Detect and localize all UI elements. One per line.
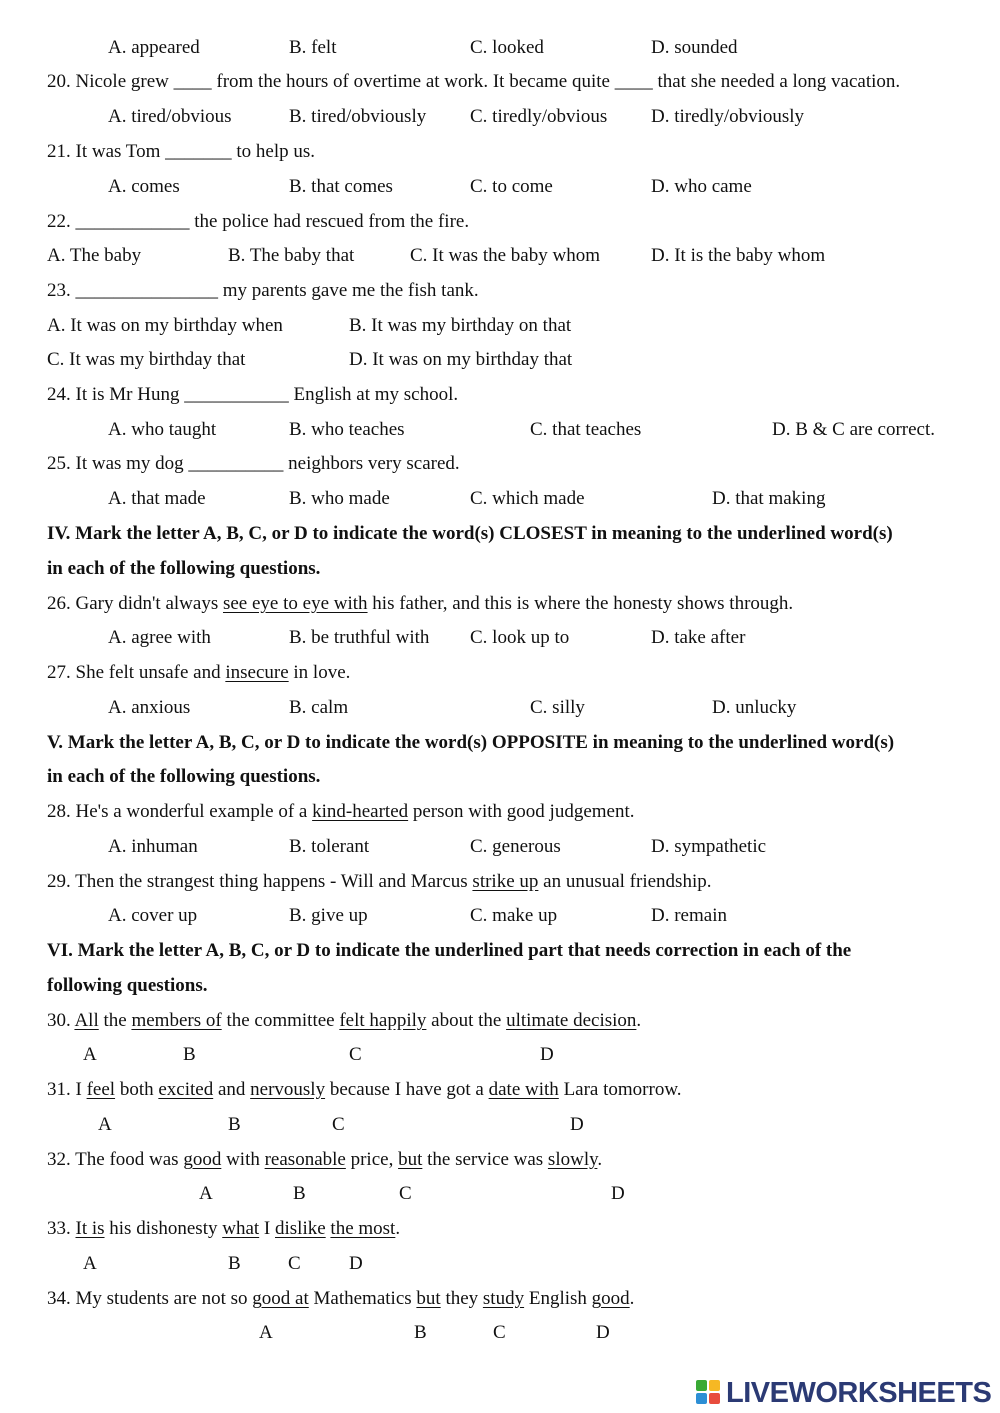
q25-option-c: C. which made (470, 488, 585, 509)
q24-stem: 24. It is Mr Hung ___________ English at my school. (47, 384, 459, 405)
section-v-heading-cont: in each of the following questions. (47, 766, 321, 787)
q29-underlined: strike up (472, 871, 539, 892)
q22-stem: 22. ____________ the police had rescued from the fire. (47, 211, 470, 232)
q33-part-a: It is (75, 1218, 105, 1239)
q27-option-d: D. unlucky (712, 697, 797, 718)
q28-underlined: kind-hearted (312, 801, 409, 822)
q32-sentence: 32. The food was good with reasonable price, but the service was slowly. (47, 1149, 603, 1170)
q32-part-c: but (398, 1149, 423, 1170)
q31-letter-c: C (332, 1114, 345, 1135)
q23-option-d: D. It was on my birthday that (349, 349, 573, 370)
q24-option-d: D. B & C are correct. (772, 419, 936, 440)
q28-option-d: D. sympathetic (651, 836, 767, 857)
q33-letter-a: A (83, 1253, 97, 1274)
q31-letter-a: A (98, 1114, 112, 1135)
q30-letter-c: C (349, 1044, 362, 1065)
q21-option-a: A. comes (108, 176, 180, 197)
q24-option-b: B. who teaches (289, 419, 405, 440)
q23-stem: 23. _______________ my parents gave me the fish tank. (47, 280, 479, 301)
q23-option-a: A. It was on my birthday when (47, 315, 283, 336)
q30-part-d: ultimate decision (506, 1010, 637, 1031)
q34-part-b: but (416, 1288, 441, 1309)
q34-letter-a: A (259, 1322, 273, 1343)
q26-option-b: B. be truthful with (289, 627, 430, 648)
q26-option-c: C. look up to (470, 627, 570, 648)
q26-underlined: see eye to eye with (222, 593, 368, 614)
q20-option-d: D. tiredly/obviously (651, 106, 805, 127)
q24-option-c: C. that teaches (530, 419, 642, 440)
q29-stem: 29. Then the strangest thing happens - Will and Marcus strike up an unusual friendship. (47, 871, 712, 892)
q27-stem: 27. She felt unsafe and insecure in love. (47, 662, 351, 683)
q33-part-b: what (222, 1218, 260, 1239)
q28-option-a: A. inhuman (108, 836, 198, 857)
q19-option-b: B. felt (289, 37, 337, 58)
logo-text: LIVEWORKSHEETS (726, 1376, 992, 1409)
q34-letter-c: C (493, 1322, 506, 1343)
q31-sentence: 31. I feel both excited and nervously because I have got a date with Lara tomorrow. (47, 1079, 682, 1100)
q32-part-d: slowly (547, 1149, 598, 1170)
q25-option-d: D. that making (712, 488, 826, 509)
q19-option-a: A. appeared (108, 37, 200, 58)
q25-option-b: B. who made (289, 488, 390, 509)
q23-option-c: C. It was my birthday that (47, 349, 246, 370)
q30-part-c: felt happily (339, 1010, 427, 1031)
q28-option-b: B. tolerant (289, 836, 370, 857)
q23-option-b: B. It was my birthday on that (349, 315, 572, 336)
q27-option-c: C. silly (530, 697, 585, 718)
q31-part-a: feel (86, 1079, 116, 1100)
q32-letter-d: D (611, 1183, 625, 1204)
q30-sentence: 30. All the members of the committee felt happily about the ultimate decision. (47, 1010, 642, 1031)
q20-option-a: A. tired/obvious (108, 106, 232, 127)
q20-stem: 20. Nicole grew ____ from the hours of overtime at work. It became quite ____ that she needed a long vacation. (47, 71, 901, 92)
section-v-heading: V. Mark the letter A, B, C, or D to indicate the word(s) OPPOSITE in meaning to the underlined word(s) (47, 732, 895, 753)
section-vi-heading-cont: following questions. (47, 975, 208, 996)
q33-part-d: the most (330, 1218, 396, 1239)
q28-option-c: C. generous (470, 836, 561, 857)
q26-option-d: D. take after (651, 627, 746, 648)
q29-option-b: B. give up (289, 905, 368, 926)
q32-part-b: reasonable (264, 1149, 346, 1170)
q22-option-a: A. The baby (47, 245, 142, 266)
q32-part-a: good (183, 1149, 222, 1170)
q31-letter-b: B (228, 1114, 241, 1135)
q32-letter-b: B (293, 1183, 306, 1204)
q22-option-d: D. It is the baby whom (651, 245, 826, 266)
q27-option-a: A. anxious (108, 697, 191, 718)
q30-letter-d: D (540, 1044, 554, 1065)
q22-option-b: B. The baby that (228, 245, 355, 266)
q30-part-b: members of (131, 1010, 222, 1031)
q34-sentence: 34. My students are not so good at Mathematics but they study English good. (47, 1288, 635, 1309)
q21-stem: 21. It was Tom _______ to help us. (47, 141, 316, 162)
q30-letter-b: B (183, 1044, 196, 1065)
q34-part-d: good (591, 1288, 630, 1309)
q33-letter-b: B (228, 1253, 241, 1274)
q19-option-c: C. looked (470, 37, 544, 58)
q21-option-d: D. who came (651, 176, 752, 197)
q32-letter-c: C (399, 1183, 412, 1204)
q30-part-a: All (74, 1010, 99, 1031)
q27-option-b: B. calm (289, 697, 349, 718)
q29-option-a: A. cover up (108, 905, 198, 926)
q34-letter-d: D (596, 1322, 610, 1343)
q25-stem: 25. It was my dog __________ neighbors very scared. (47, 453, 460, 474)
q25-option-a: A. that made (108, 488, 206, 509)
liveworksheets-logo (696, 1378, 991, 1408)
q27-underlined: insecure (225, 662, 289, 683)
q20-option-b: B. tired/obviously (289, 106, 427, 127)
q31-part-c: nervously (250, 1079, 326, 1100)
section-iv-heading-cont: in each of the following questions. (47, 558, 321, 579)
section-vi-heading: VI. Mark the letter A, B, C, or D to indicate the underlined part that needs correction in each of the (47, 940, 852, 961)
q24-option-a: A. who taught (108, 419, 217, 440)
q34-part-a: good at (252, 1288, 309, 1309)
q21-option-b: B. that comes (289, 176, 393, 197)
q26-stem: 26. Gary didn't always see eye to eye with his father, and this is where the honesty shows through. (47, 593, 794, 614)
section-iv-heading: IV. Mark the letter A, B, C, or D to indicate the word(s) CLOSEST in meaning to the underlined word(s) (47, 523, 893, 544)
q33-letter-c: C (288, 1253, 301, 1274)
q31-letter-d: D (570, 1114, 584, 1135)
q29-option-c: C. make up (470, 905, 558, 926)
q19-option-d: D. sounded (651, 37, 738, 58)
q33-part-c: dislike (275, 1218, 326, 1239)
q32-letter-a: A (199, 1183, 213, 1204)
q28-stem: 28. He's a wonderful example of a kind-hearted person with good judgement. (47, 801, 635, 822)
q33-sentence: 33. It is his dishonesty what I dislike the most. (47, 1218, 401, 1239)
q34-part-c: study (482, 1288, 525, 1309)
q30-letter-a: A (83, 1044, 97, 1065)
q20-option-c: C. tiredly/obvious (470, 106, 608, 127)
q31-part-b: excited (158, 1079, 214, 1100)
q22-option-c: C. It was the baby whom (410, 245, 600, 266)
q29-option-d: D. remain (651, 905, 727, 926)
liveworksheets-logo-icon (696, 1380, 722, 1406)
q34-letter-b: B (414, 1322, 427, 1343)
q26-option-a: A. agree with (108, 627, 211, 648)
q33-letter-d: D (349, 1253, 363, 1274)
q31-part-d: date with (488, 1079, 559, 1100)
q21-option-c: C. to come (470, 176, 553, 197)
